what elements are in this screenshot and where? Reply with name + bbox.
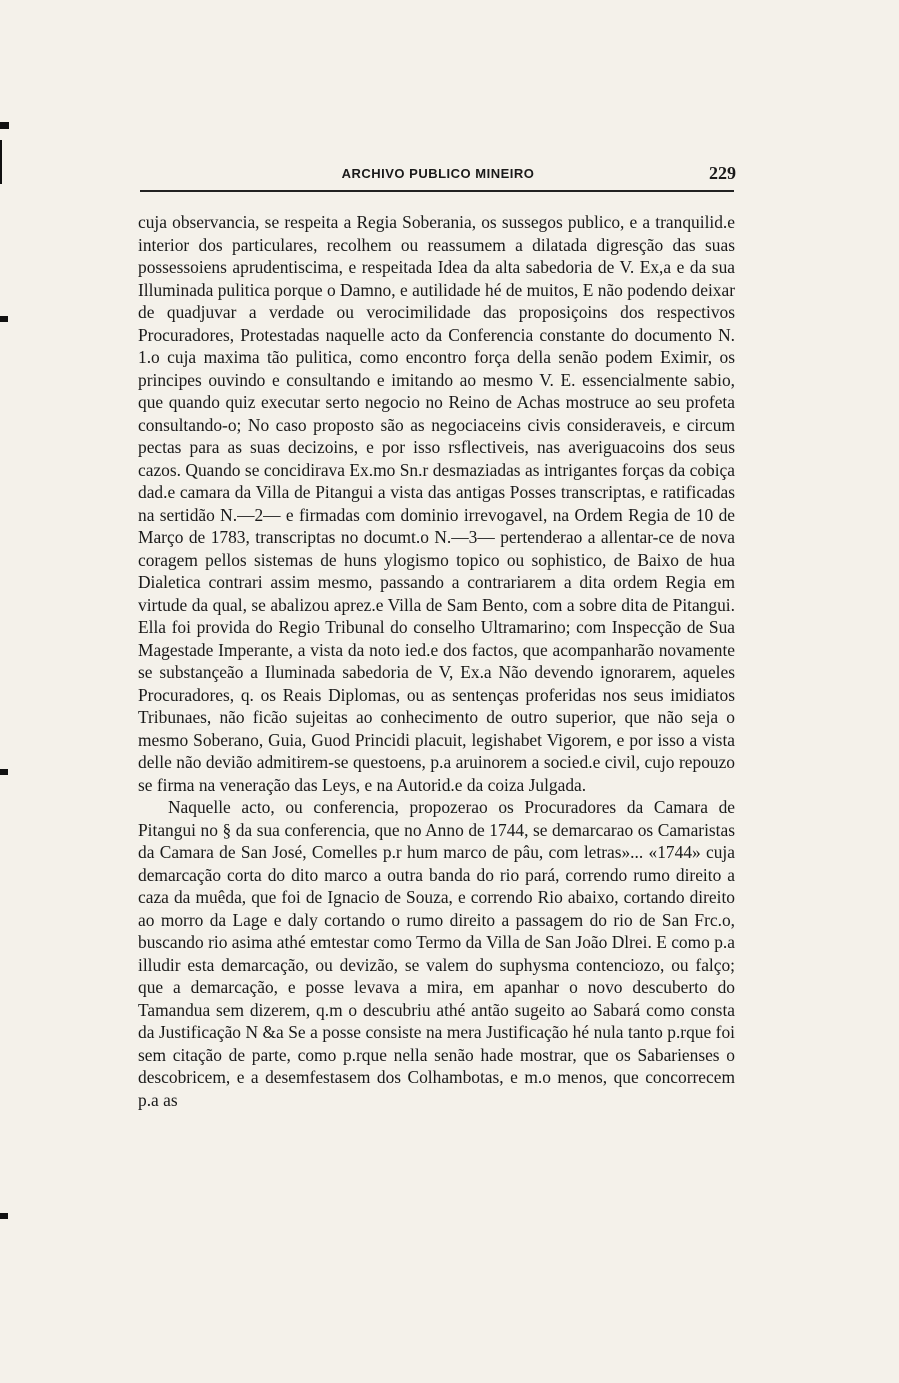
page-number: 229 [709, 163, 736, 183]
scan-edge-mark [0, 769, 8, 775]
paragraph: Naquelle acto, ou conferencia, propozerao os Procuradores da Camara de Pitangui no § da sua conferencia, que no Anno de 1744, se demarcarao os Camaristas da Camara de San José, Comelles p.r hum marco de pâu, com letras»... «1744» cuja demarcação corta do dito marco a outra banda do rio pará, correndo rumo direito a caza da muêda, que foi de Ignacio de Souza, e correndo Rio abaixo, cortando direito ao morro da Lage e daly cortando o rumo direito a passagem do rio de San Frc.o, buscando rio asima athé emtestar como Termo da Villa de San João Dlrei. E como p.a illudir esta demarcação, ou devizão, se valem do suphysma contenciozo, ou falço; que a demarcação, e posse levava a mira, em apanhar o novo descuberto do Tamandua sem dizerem, q.m o descubriu athé antão sugeito ao Sabará como consta da Justificação N &a Se a posse consiste na mera Justificação hé nula tanto p.rque foi sem citação de parte, como p.rque nella senão hade mostrar, que os Sabarienses o descobricem, e a desemfestasem dos Colhambotas, e m.o menos, que concorrecem p.a as [138, 797, 735, 1110]
scan-edge-line [0, 140, 2, 184]
scan-edge-mark [0, 316, 8, 322]
header-rule [140, 190, 734, 192]
running-title: ARCHIVO PUBLICO MINEIRO [341, 166, 535, 181]
scan-edge-mark [0, 122, 9, 129]
page-header [140, 163, 736, 188]
paragraph: cuja observancia, se respeita a Regia Soberania, os sussegos publico, e a tranquilid.e interior dos particulares, recolhem ou reassumem a dilatada digresção das suas possessoiens aprudentiscima, e respeitada Idea da alta sabedoria de V. Ex,a e da sua Illuminada pulitica porque o Damno, e autilidade hé de muitos, E não podendo deixar de quadjuvar a verdade ou verocimilidade das proposiçoins dos respectivos Procuradores, Protestadas naquelle acto da Conferencia constante do documento N. 1.o cuja maxima tão pulitica, como encontro força della senão podem Eximir, os principes ouvindo e consultando e imitando ao mesmo V. E. essencialmente sabio, que quando quiz executar serto negocio no Reino de Achas mostruce ao seu profeta consultando-o; No caso proposto são as negociaceins civis consideraveis, e circum pectas para as suas decizoins, e por isso rsflectiveis, nas averiguacoins dos seus cazos. Quando se concidirava Ex.mo Sn.r desmaziadas as intrigantes forças da cobiça dad.e camara da Villa de Pitangui a vista das antigas Posses transcriptas, e ratificadas na sertidão N.—2— e firmadas com dominio irrevogavel, na Ordem Regia de 10 de Março de 1783, transcriptas no documt.o N.—3— pertenderao a allentar-ce de nova coragem pellos sistemas de huns ylogismo topico ou sophistico, de Baixo de hua Dialetica contrari assim mesmo, passando a contrariarem a dita ordem Regia em virtude da qual, se abalizou aprez.e Villa de Sam Bento, com a sobre dita de Pitangui. Ella foi provida do Regio Tribunal do conselho Ultramarino; com Inspecção de Sua Magestade Imperante, a vista da noto ied.e dos factos, que acompanharão novamente se substançeão a Iluminada sabedoria de V, Ex.a Não devendo ignorarem, aqueles Procuradores, q. os Reais Diplomas, ou as sentenças proferidas nos seus imidiatos Tribunaes, não ficão sujeitas ao conhecimento de outro superior, que não seja o mesmo Soberano, Guia, Guod Princidi placuit, legishabet Vigorem, e por isso a vista delle não devião admitirem-se questoens, p.a aruinorem a socied.e civil, cujo repouzo se firma na veneração das Leys, e na Autorid.e da coiza Julgada. [138, 212, 735, 795]
scan-edge-mark [0, 1213, 8, 1219]
body-text [138, 211, 735, 1111]
